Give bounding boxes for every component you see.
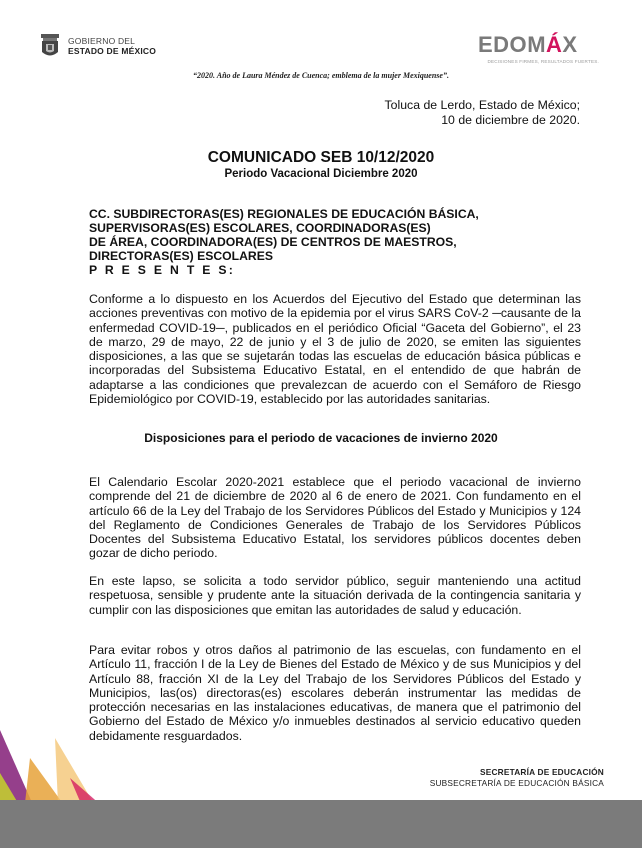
footer-band (0, 800, 642, 848)
addressee-line: CC. SUBDIRECTORAS(ES) REGIONALES DE EDUCACIÓN BÁSICA, (89, 207, 479, 221)
place-date (384, 98, 580, 128)
edomex-tagline: DECISIONES FIRMES, RESULTADOS FUERTES. (487, 59, 599, 64)
subsecretaria-label: SUBSECRETARÍA DE EDUCACIÓN BÁSICA (429, 778, 604, 788)
paragraph-intro: Conforme a lo dispuesto en los Acuerdos del Ejecutivo del Estado que determinan las acciones preventivas con motivo de la epidemia por el virus SARS CoV-2 ─causante de la enfermedad COVID-19─, publicados en el periódico Oficial “Gaceta del Gobierno”, el 23 de marzo, 29 de mayo, 22 de junio y el 3 de julio de 2020, se emiten las siguientes disposiciones, a las que se sujetarán todas las escuelas de educación básica públicas e incorporadas del Subsistema Educativo Estatal, en el entendido de que habrán de adaptarse a las condiciones que prevalezcan de acuerdo con el Semáforo de Riesgo Epidemiológico por COVID-19, establecido por las autoridades sanitarias. (89, 292, 581, 407)
presentes-line: P R E S E N T E S: (89, 263, 236, 277)
coat-of-arms-icon (38, 32, 62, 60)
gov-logo-line2: ESTADO DE MÉXICO (68, 46, 157, 56)
year-motto: “2020. Año de Laura Méndez de Cuenca; emblema de la mujer Mexiquense”. (193, 71, 449, 80)
addressee-line: SUPERVISORAS(ES) ESCOLARES, COORDINADORAS(ES) (89, 221, 431, 235)
secretaria-label: SECRETARÍA DE EDUCACIÓN (480, 767, 604, 777)
paragraph-conduct: En este lapso, se solicita a todo servidor público, seguir manteniendo una actitud respetuosa, sensible y prudente ante la situación derivada de la contingencia sanitaria y cumplir con las disposiciones que emitan las autoridades de salud y educación. (89, 574, 581, 617)
edomex-part2: M (527, 32, 547, 57)
gov-logo-line1: GOBIERNO DEL (68, 36, 136, 46)
document-title: COMUNICADO SEB 10/12/2020 (207, 149, 435, 166)
date-line: 10 de diciembre de 2020. (441, 113, 580, 127)
addressee-line: DE ÁREA, COORDINADORA(ES) DE CENTROS DE MAESTROS, (89, 235, 457, 249)
addressee-block (89, 207, 479, 277)
government-logo (38, 32, 156, 60)
document-subtitle: Periodo Vacacional Diciembre 2020 (224, 168, 418, 180)
edomex-logo (478, 34, 613, 64)
edomex-wordmark (478, 34, 613, 56)
addressee-line: DIRECTORAS(ES) ESCOLARES (89, 249, 273, 263)
paragraph-calendar: El Calendario Escolar 2020-2021 establece que el periodo vacacional de invierno comprende del 21 de diciembre de 2020 al 6 de enero de 2021. Con fundamento en el artículo 66 de la Ley del Trabajo de los Servidores Públicos del Estado y Municipios y 124 del Reglamento de Condiciones Generales de Trabajo de los Servidores Públicos Docentes del Subsistema Educativo Estatal, los servidores públicos docentes deben gozar de dicho periodo. (89, 475, 581, 561)
edomex-part3: Á (546, 32, 563, 57)
section-heading: Disposiciones para el periodo de vacaciones de invierno 2020 (144, 431, 498, 445)
paragraph-security: Para evitar robos y otros daños al patrimonio de las escuelas, con fundamento en el Artículo 11, fracción I de la Ley de Bienes del Estado de México y de sus Municipios y del Artículo 88, fracción XI de la Ley del Trabajo de los Servidores Públicos del Estado y Municipios, las(os) directoras(es) escolares deberán instrumentar las medidas de protección necesarias en las instalaciones educativas, de manera que el patrimonio del Gobierno del Estado de México y/o inmuebles destinados al servicio educativo queden debidamente resguardados. (89, 643, 581, 743)
edomex-part1: EDO (478, 32, 528, 57)
edomex-part4: X (562, 32, 578, 57)
place-line: Toluca de Lerdo, Estado de México; (384, 98, 580, 112)
footer-secretariat (430, 767, 604, 789)
